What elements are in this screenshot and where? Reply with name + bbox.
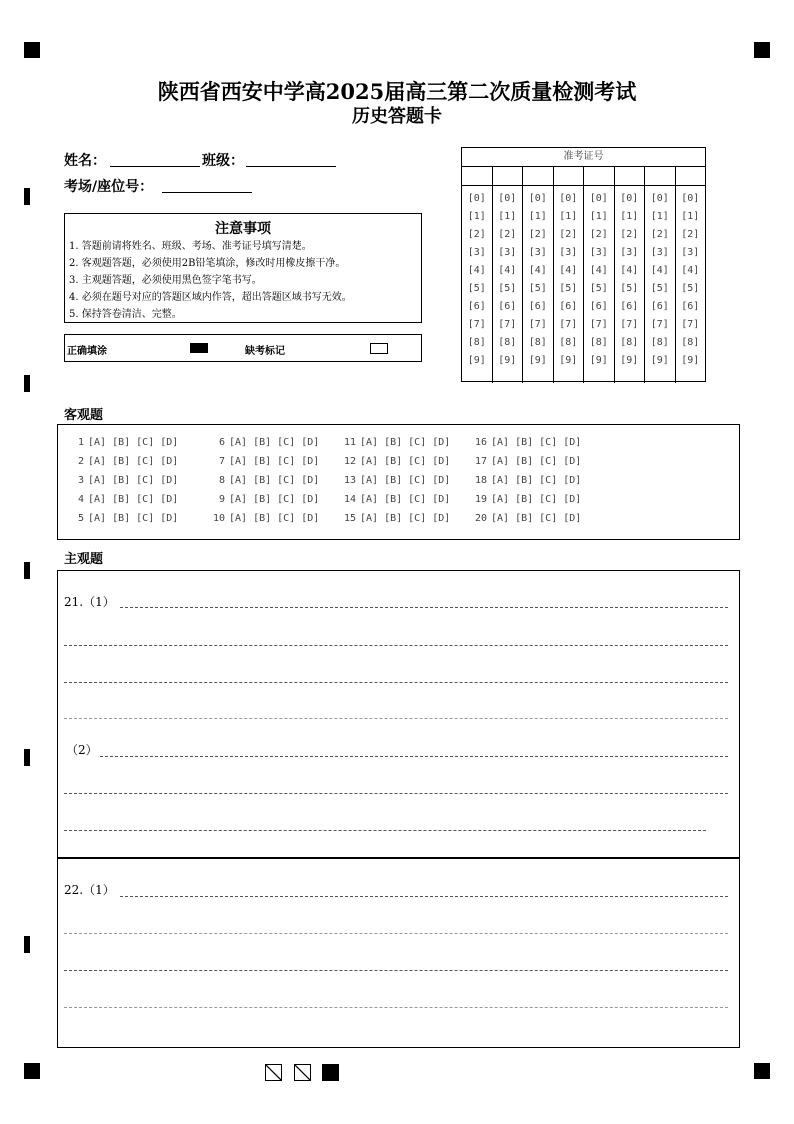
exam-id-digit-bubble[interactable]: [1]	[650, 211, 669, 222]
objective-question-6	[203, 437, 319, 448]
exam-id-digit-bubble[interactable]: [5]	[498, 283, 517, 294]
question-number: 8	[218, 475, 225, 486]
exam-id-digit-bubble[interactable]: [5]	[650, 283, 669, 294]
answer-options[interactable]: [A] [B] [C] [D]	[229, 475, 320, 486]
answer-options[interactable]: [A] [B] [C] [D]	[88, 475, 179, 486]
corner-mark-bottom-right	[754, 1063, 770, 1079]
exam-id-write-cell[interactable]	[493, 167, 524, 185]
exam-id-digit-bubble[interactable]: [4]	[589, 265, 608, 276]
exam-id-digit-bubble[interactable]: [4]	[681, 265, 700, 276]
exam-id-digit-bubble[interactable]: [0]	[681, 193, 700, 204]
answer-line[interactable]	[64, 830, 706, 831]
diagonal-slash-icon	[266, 1065, 282, 1081]
exam-id-digit-grid	[462, 186, 705, 383]
exam-id-digit-bubble[interactable]: [7]	[467, 319, 486, 330]
name-field[interactable]	[110, 166, 200, 167]
objective-question-16	[465, 437, 581, 448]
exam-id-digit-bubble[interactable]: [2]	[681, 229, 700, 240]
exam-id-digit-bubble[interactable]: [6]	[589, 301, 608, 312]
exam-id-digit-bubble[interactable]: [0]	[620, 193, 639, 204]
objective-answer-box	[57, 424, 740, 540]
absent-mark-label: 缺考标记	[245, 346, 285, 357]
timing-mark	[24, 749, 30, 766]
exam-id-digit-bubble[interactable]: [1]	[467, 211, 486, 222]
exam-id-digit-bubble[interactable]: [9]	[589, 355, 608, 366]
timing-mark	[24, 375, 30, 392]
objective-question-17	[465, 456, 581, 467]
exam-id-write-row	[462, 167, 705, 186]
page-marker-filled	[322, 1064, 339, 1081]
corner-mark-top-left	[24, 42, 40, 58]
question-number: 1	[77, 437, 84, 448]
exam-subtitle: 历史答题卡	[352, 106, 442, 127]
exam-id-digit-bubble[interactable]: [2]	[498, 229, 517, 240]
answer-line[interactable]	[64, 970, 728, 971]
exam-id-digit-bubble[interactable]: [6]	[467, 301, 486, 312]
answer-area-q22[interactable]	[57, 858, 740, 1048]
question-number: 11	[343, 437, 356, 448]
exam-id-digit-bubble[interactable]: [2]	[467, 229, 486, 240]
answer-options[interactable]: [A] [B] [C] [D]	[88, 437, 179, 448]
question-number: 15	[343, 513, 356, 524]
exam-id-digit-bubble[interactable]: [6]	[620, 301, 639, 312]
exam-id-digit-bubble[interactable]: [4]	[620, 265, 639, 276]
class-label: 班级：	[202, 153, 244, 169]
objective-heading: 客观题	[64, 408, 104, 423]
exam-id-digit-column	[493, 186, 524, 383]
question-number: 20	[474, 513, 487, 524]
objective-question-9	[203, 494, 319, 505]
exam-id-digit-bubble[interactable]: [3]	[681, 247, 700, 258]
question-number: 12	[343, 456, 356, 467]
absent-mark-checkbox[interactable]	[370, 343, 388, 354]
exam-id-digit-bubble[interactable]: [7]	[559, 319, 578, 330]
correct-fill-sample	[190, 343, 208, 353]
objective-question-1	[72, 437, 178, 448]
objective-question-18	[465, 475, 581, 486]
answer-line[interactable]	[64, 718, 728, 719]
exam-id-digit-bubble[interactable]: [7]	[589, 319, 608, 330]
question-number: 9	[218, 494, 225, 505]
timing-mark	[24, 188, 30, 205]
question-number: 16	[474, 437, 487, 448]
answer-options[interactable]: [A] [B] [C] [D]	[229, 513, 320, 524]
answer-line[interactable]	[64, 682, 728, 683]
exam-id-digit-bubble[interactable]: [3]	[467, 247, 486, 258]
answer-line[interactable]	[64, 793, 728, 794]
exam-id-digit-bubble[interactable]: [4]	[498, 265, 517, 276]
question-number: 18	[474, 475, 487, 486]
exam-id-digit-bubble[interactable]: [3]	[528, 247, 547, 258]
exam-id-digit-bubble[interactable]: [4]	[650, 265, 669, 276]
answer-line[interactable]	[100, 756, 728, 757]
question-number: 4	[77, 494, 84, 505]
exam-title: 陕西省西安中学高2025届高三第二次质量检测考试	[157, 79, 637, 104]
notice-item: 2. 客观题答题，必须使用2B铅笔填涂，修改时用橡皮擦干净。	[69, 258, 346, 269]
seat-field[interactable]	[162, 192, 252, 193]
timing-mark	[24, 936, 30, 953]
seat-label: 考场/座位号：	[64, 179, 154, 195]
question-number: 13	[343, 475, 356, 486]
answer-line[interactable]	[120, 607, 728, 608]
exam-id-digit-bubble[interactable]: [6]	[681, 301, 700, 312]
exam-id-digit-bubble[interactable]: [5]	[528, 283, 547, 294]
answer-options[interactable]: [A] [B] [C] [D]	[491, 513, 582, 524]
exam-id-digit-bubble[interactable]: [9]	[681, 355, 700, 366]
notice-title: 注意事项	[215, 221, 271, 237]
answer-options[interactable]: [A] [B] [C] [D]	[229, 437, 320, 448]
exam-id-digit-bubble[interactable]: [9]	[559, 355, 578, 366]
exam-id-digit-bubble[interactable]: [1]	[681, 211, 700, 222]
subjective-heading: 主观题	[64, 552, 104, 567]
corner-mark-bottom-left	[24, 1063, 40, 1079]
exam-id-digit-bubble[interactable]: [0]	[650, 193, 669, 204]
q22-part1-label: 22.（1）	[64, 883, 115, 897]
exam-id-digit-column	[523, 186, 554, 383]
q21-part1-label: 21.（1）	[64, 595, 115, 609]
answer-options[interactable]: [A] [B] [C] [D]	[360, 456, 451, 467]
notice-box	[64, 213, 422, 323]
answer-options[interactable]: [A] [B] [C] [D]	[491, 456, 582, 467]
answer-line[interactable]	[120, 896, 728, 897]
exam-id-write-cell[interactable]	[554, 167, 585, 185]
exam-id-digit-bubble[interactable]: [0]	[498, 193, 517, 204]
objective-question-15	[334, 513, 450, 524]
exam-id-digit-bubble[interactable]: [7]	[620, 319, 639, 330]
page-marker-crossed	[265, 1064, 282, 1081]
objective-question-11	[334, 437, 450, 448]
exam-id-digit-bubble[interactable]: [2]	[650, 229, 669, 240]
answer-options[interactable]: [A] [B] [C] [D]	[491, 494, 582, 505]
exam-id-digit-bubble[interactable]: [2]	[620, 229, 639, 240]
exam-id-digit-bubble[interactable]: [5]	[681, 283, 700, 294]
notice-item: 1. 答题前请将姓名、班级、考场、准考证号填写清楚。	[69, 241, 312, 252]
exam-id-write-cell[interactable]	[584, 167, 615, 185]
exam-id-digit-bubble[interactable]: [9]	[498, 355, 517, 366]
objective-question-8	[203, 475, 319, 486]
page-marker-crossed	[294, 1064, 311, 1081]
exam-id-digit-bubble[interactable]: [8]	[467, 337, 486, 348]
exam-id-digit-bubble[interactable]: [7]	[498, 319, 517, 330]
answer-options[interactable]: [A] [B] [C] [D]	[229, 456, 320, 467]
exam-id-digit-bubble[interactable]: [4]	[467, 265, 486, 276]
objective-question-13	[334, 475, 450, 486]
exam-id-digit-bubble[interactable]: [7]	[528, 319, 547, 330]
notice-item: 5. 保持答卷清洁、完整。	[69, 309, 182, 320]
exam-id-write-cell[interactable]	[523, 167, 554, 185]
exam-id-digit-bubble[interactable]: [0]	[528, 193, 547, 204]
exam-id-digit-bubble[interactable]: [1]	[528, 211, 547, 222]
objective-question-7	[203, 456, 319, 467]
exam-id-write-cell[interactable]	[645, 167, 676, 185]
name-label: 姓名：	[64, 153, 106, 169]
exam-id-digit-bubble[interactable]: [2]	[589, 229, 608, 240]
exam-id-digit-bubble[interactable]: [8]	[650, 337, 669, 348]
exam-id-digit-bubble[interactable]: [8]	[589, 337, 608, 348]
q21-part2-label: （2）	[66, 743, 98, 757]
objective-question-20	[465, 513, 581, 524]
exam-id-digit-column	[554, 186, 585, 383]
question-number: 6	[218, 437, 225, 448]
exam-id-digit-bubble[interactable]: [1]	[620, 211, 639, 222]
corner-mark-top-right	[754, 42, 770, 58]
exam-id-digit-bubble[interactable]: [5]	[620, 283, 639, 294]
notice-item: 4. 必须在题号对应的答题区域内作答，超出答题区域书写无效。	[69, 292, 352, 303]
exam-id-digit-bubble[interactable]: [1]	[589, 211, 608, 222]
answer-options[interactable]: [A] [B] [C] [D]	[88, 494, 179, 505]
exam-id-digit-bubble[interactable]: [3]	[620, 247, 639, 258]
exam-id-digit-bubble[interactable]: [8]	[498, 337, 517, 348]
diagonal-slash-icon	[295, 1065, 311, 1081]
answer-options[interactable]: [A] [B] [C] [D]	[360, 513, 451, 524]
question-number: 2	[77, 456, 84, 467]
exam-id-digit-bubble[interactable]: [3]	[650, 247, 669, 258]
answer-options[interactable]: [A] [B] [C] [D]	[491, 475, 582, 486]
exam-id-digit-bubble[interactable]: [9]	[620, 355, 639, 366]
exam-id-digit-bubble[interactable]: [0]	[559, 193, 578, 204]
exam-id-digit-bubble[interactable]: [8]	[528, 337, 547, 348]
exam-id-digit-column	[676, 186, 706, 383]
answer-options[interactable]: [A] [B] [C] [D]	[491, 437, 582, 448]
objective-question-3	[72, 475, 178, 486]
exam-id-digit-bubble[interactable]: [5]	[559, 283, 578, 294]
exam-id-digit-bubble[interactable]: [9]	[650, 355, 669, 366]
fill-example-box	[64, 334, 422, 362]
correct-fill-label: 正确填涂	[67, 346, 107, 357]
exam-id-digit-bubble[interactable]: [4]	[559, 265, 578, 276]
answer-area-q21[interactable]	[57, 570, 740, 858]
answer-options[interactable]: [A] [B] [C] [D]	[360, 494, 451, 505]
exam-id-digit-bubble[interactable]: [0]	[589, 193, 608, 204]
exam-id-digit-bubble[interactable]: [3]	[559, 247, 578, 258]
answer-options[interactable]: [A] [B] [C] [D]	[88, 456, 179, 467]
exam-id-digit-bubble[interactable]: [1]	[498, 211, 517, 222]
answer-options[interactable]: [A] [B] [C] [D]	[360, 475, 451, 486]
exam-id-title: 准考证号	[462, 148, 705, 167]
objective-question-14	[334, 494, 450, 505]
notice-item: 3. 主观题答题，必须使用黑色签字笔书写。	[69, 275, 262, 286]
objective-question-5	[72, 513, 178, 524]
exam-id-digit-bubble[interactable]: [6]	[559, 301, 578, 312]
answer-line[interactable]	[64, 1007, 728, 1008]
timing-mark	[24, 562, 30, 579]
question-number: 3	[77, 475, 84, 486]
exam-id-digit-bubble[interactable]: [5]	[589, 283, 608, 294]
class-field[interactable]	[246, 166, 336, 167]
exam-id-digit-bubble[interactable]: [2]	[528, 229, 547, 240]
exam-id-box	[461, 147, 706, 382]
exam-id-digit-bubble[interactable]: [3]	[589, 247, 608, 258]
answer-options[interactable]: [A] [B] [C] [D]	[88, 513, 179, 524]
objective-question-10	[203, 513, 319, 524]
exam-id-digit-bubble[interactable]: [2]	[559, 229, 578, 240]
exam-id-digit-bubble[interactable]: [9]	[528, 355, 547, 366]
exam-id-digit-bubble[interactable]: [7]	[681, 319, 700, 330]
exam-id-digit-column	[645, 186, 676, 383]
exam-id-digit-bubble[interactable]: [9]	[467, 355, 486, 366]
question-number: 17	[474, 456, 487, 467]
question-number: 14	[343, 494, 356, 505]
exam-id-digit-bubble[interactable]: [1]	[559, 211, 578, 222]
exam-id-digit-bubble[interactable]: [8]	[620, 337, 639, 348]
exam-id-write-cell[interactable]	[615, 167, 646, 185]
exam-id-digit-bubble[interactable]: [0]	[467, 193, 486, 204]
exam-id-digit-bubble[interactable]: [8]	[559, 337, 578, 348]
objective-question-12	[334, 456, 450, 467]
answer-options[interactable]: [A] [B] [C] [D]	[229, 494, 320, 505]
question-number: 7	[218, 456, 225, 467]
objective-question-19	[465, 494, 581, 505]
exam-id-digit-bubble[interactable]: [5]	[467, 283, 486, 294]
exam-id-write-cell[interactable]	[462, 167, 493, 185]
exam-id-digit-bubble[interactable]: [6]	[528, 301, 547, 312]
objective-question-2	[72, 456, 178, 467]
exam-id-digit-bubble[interactable]: [4]	[528, 265, 547, 276]
question-number: 19	[474, 494, 487, 505]
answer-line[interactable]	[64, 933, 728, 934]
exam-id-digit-column	[615, 186, 646, 383]
exam-id-digit-column	[584, 186, 615, 383]
exam-id-digit-bubble[interactable]: [8]	[681, 337, 700, 348]
answer-options[interactable]: [A] [B] [C] [D]	[360, 437, 451, 448]
objective-question-4	[72, 494, 178, 505]
question-number: 5	[77, 513, 84, 524]
exam-id-digit-bubble[interactable]: [6]	[498, 301, 517, 312]
exam-id-digit-bubble[interactable]: [7]	[650, 319, 669, 330]
answer-line[interactable]	[64, 645, 728, 646]
question-number: 10	[212, 513, 225, 524]
exam-id-digit-bubble[interactable]: [6]	[650, 301, 669, 312]
exam-id-write-cell[interactable]	[676, 167, 706, 185]
exam-id-digit-bubble[interactable]: [3]	[498, 247, 517, 258]
exam-id-digit-column	[462, 186, 493, 383]
